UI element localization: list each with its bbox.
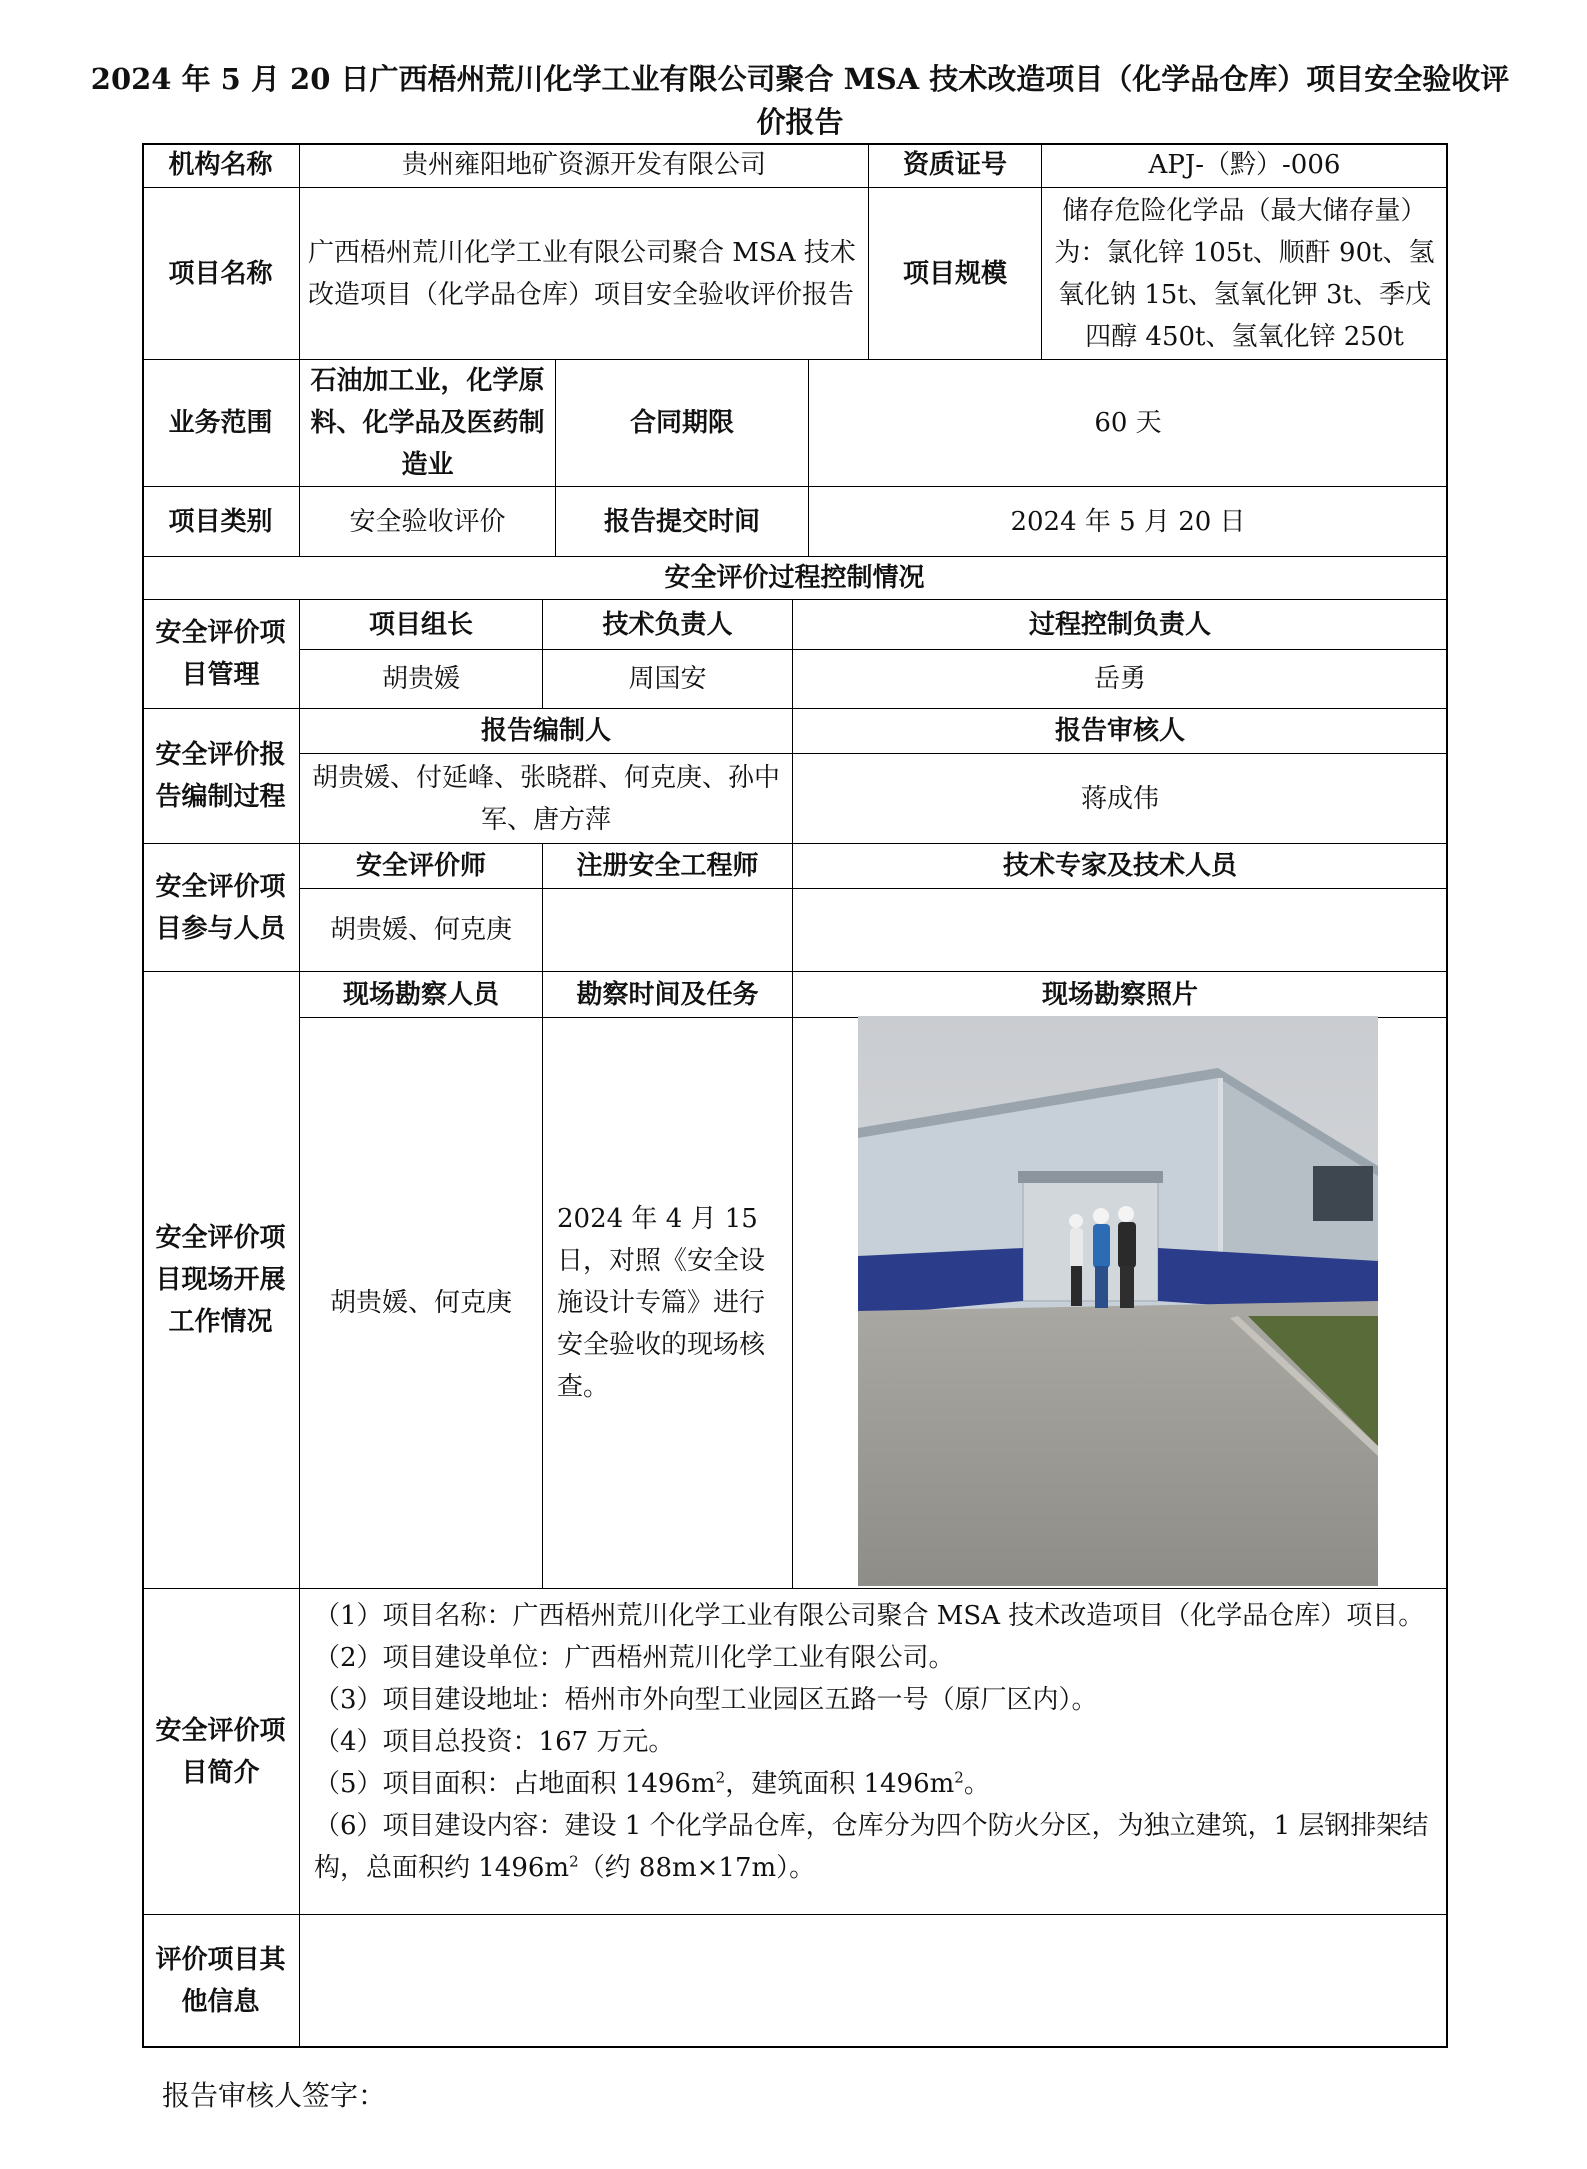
site-survey-photo [858,1016,1378,1586]
superscript: 2 [715,1768,726,1787]
submit-label: 报告提交时间 [556,487,809,557]
project-intro [300,1589,1448,1915]
expert-label: 技术专家及技术人员 [793,844,1448,889]
engineer-label: 注册安全工程师 [543,844,793,889]
project-leader: 胡贵媛 [300,650,543,709]
intro-line-3: （3）项目建设地址：梧州市外向型工业园区五路一号（原厂区内）。 [314,1685,1098,1715]
scope-label: 业务范围 [142,360,300,487]
intro-line-6 [314,1805,1433,1889]
scale-label: 项目规模 [869,188,1042,360]
intro-line-6a: （6）项目建设内容：建设 1 个化学品仓库，仓库分为四个防火分区，为独立建筑，1 层钢排架结构，总面积约 1496m [314,1811,1429,1883]
other-info [300,1915,1448,2048]
project-name-label: 项目名称 [142,188,300,360]
intro-line-5 [314,1763,1433,1805]
site-staff-label: 现场勘察人员 [300,972,543,1018]
editors-label: 报告编制人 [300,709,793,754]
process-header: 安全评价过程控制情况 [142,557,1448,600]
process-lead-label: 过程控制负责人 [793,600,1448,650]
site-task: 2024 年 4 月 15 日，对照《安全设施设计专篇》进行安全验收的现场核查。 [543,1018,793,1589]
contract-period: 60 天 [809,360,1448,487]
cert-label: 资质证号 [869,143,1042,188]
tech-lead: 周国安 [543,650,793,709]
site-photo-label: 现场勘察照片 [793,972,1448,1018]
process-lead: 岳勇 [793,650,1448,709]
engineers [543,889,793,972]
mgmt-label: 安全评价项目管理 [142,600,300,709]
tech-lead-label: 技术负责人 [543,600,793,650]
project-scale: 储存危险化学品（最大储存量）为：氯化锌 105t、顺酐 90t、氢氧化钠 15t、氢氧化钾 3t、季戊四醇 450t、氢氧化锌 250t [1042,188,1448,360]
intro-label: 安全评价项目简介 [142,1589,300,1915]
superscript: 2 [569,1852,579,1871]
org-name: 贵州雍阳地矿资源开发有限公司 [300,143,869,188]
report-reviewer: 蒋成伟 [793,754,1448,844]
site-label: 安全评价项目现场开展工作情况 [142,972,300,1589]
reviewer-label: 报告审核人 [793,709,1448,754]
cert-number: APJ-（黔）-006 [1042,143,1448,188]
document-title: 2024 年 5 月 20 日广西梧州荒川化学工业有限公司聚合 MSA 技术改造项目（化学品仓库）项目安全验收评价报告 [90,62,1510,139]
submit-date: 2024 年 5 月 20 日 [809,487,1448,557]
evaluators: 胡贵媛、何克庚 [300,889,543,972]
reviewer-signature-label: 报告审核人签字： [162,2079,387,2112]
report-editors: 胡贵媛、付延峰、张晓群、何克庚、孙中军、唐方萍 [300,754,793,844]
intro-line-4: （4）项目总投资：167 万元。 [314,1727,675,1757]
category-label: 项目类别 [142,487,300,557]
site-staff: 胡贵媛、何克庚 [300,1018,543,1589]
intro-line-2: （2）项目建设单位：广西梧州荒川化学工业有限公司。 [314,1643,955,1673]
evaluator-label: 安全评价师 [300,844,543,889]
project-category: 安全验收评价 [300,487,556,557]
intro-line-5b: ，建筑面积 1496m [725,1769,955,1799]
intro-line-1: （1）项目名称：广西梧州荒川化学工业有限公司聚合 MSA 技术改造项目（化学品仓库）项目。 [314,1601,1425,1631]
participants-label: 安全评价项目参与人员 [142,844,300,972]
compile-label: 安全评价报告编制过程 [142,709,300,844]
superscript: 2 [954,1768,964,1787]
site-time-label: 勘察时间及任务 [543,972,793,1018]
intro-line-5a: （5）项目面积：占地面积 1496m [314,1769,716,1799]
other-label: 评价项目其他信息 [142,1915,300,2048]
intro-line-6b: （约 88m×17m）。 [578,1853,816,1883]
intro-line-5c: 。 [963,1769,990,1799]
experts [793,889,1448,972]
project-name: 广西梧州荒川化学工业有限公司聚合 MSA 技术改造项目（化学品仓库）项目安全验收评价报告 [300,188,869,360]
leader-label: 项目组长 [300,600,543,650]
org-name-label: 机构名称 [142,143,300,188]
business-scope: 石油加工业，化学原料、化学品及医药制造业 [300,360,556,487]
contract-label: 合同期限 [556,360,809,487]
